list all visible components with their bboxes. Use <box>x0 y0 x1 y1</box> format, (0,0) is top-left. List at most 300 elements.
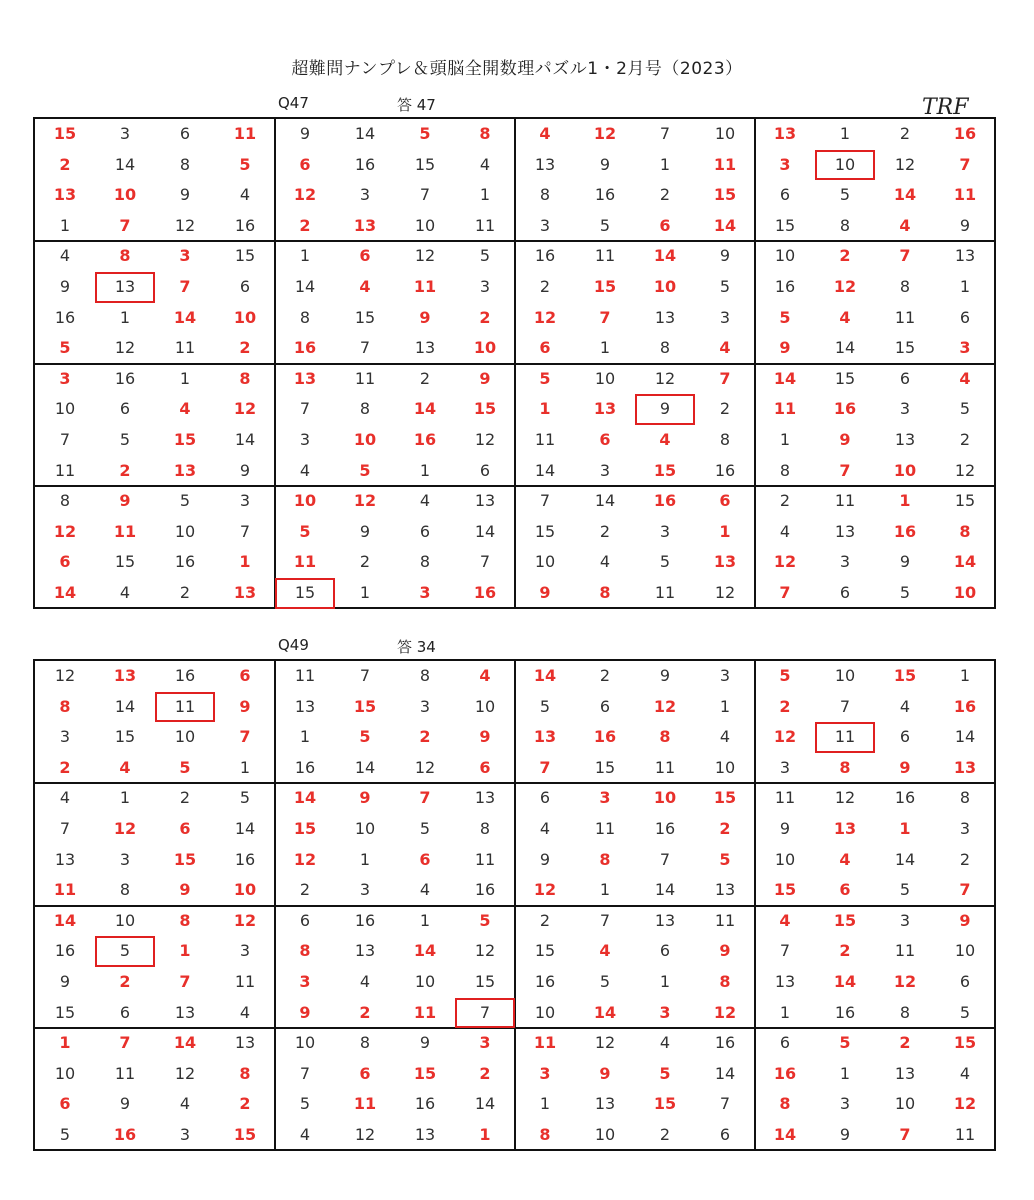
grid-cell: 12 <box>653 696 677 716</box>
grid-cell: 1 <box>479 185 491 205</box>
grid-cell: 3 <box>659 521 671 541</box>
grid-cell: 7 <box>899 246 911 266</box>
grid-cell: 12 <box>53 521 77 541</box>
grid-cell: 13 <box>293 368 317 388</box>
grid-cell: 4 <box>419 880 431 900</box>
grid-cell: 9 <box>419 307 431 327</box>
grid-cell: 13 <box>113 666 137 685</box>
grid-cell: 9 <box>59 277 71 296</box>
grid-cell: 10 <box>414 215 436 235</box>
grid-cell: 14 <box>713 215 737 235</box>
grid-cell: 13 <box>833 819 857 838</box>
grid-cell: 16 <box>174 552 196 572</box>
grid-cell: 5 <box>119 430 131 449</box>
grid-cell: 3 <box>959 338 971 358</box>
grid-cell: 2 <box>359 1002 371 1022</box>
grid-cell: 2 <box>599 666 611 685</box>
grid-cell: 9 <box>599 1063 611 1083</box>
grid-cell: 4 <box>899 696 911 716</box>
grid-cell: 4 <box>239 1002 251 1022</box>
grid-cell: 5 <box>479 246 491 266</box>
grid-cell: 12 <box>293 849 317 869</box>
grid-cell: 11 <box>533 1033 557 1053</box>
grid-cell: 12 <box>354 1125 376 1144</box>
grid-cell: 14 <box>953 552 977 572</box>
grid-cell: 9 <box>959 215 971 235</box>
grid-cell: 12 <box>893 972 917 991</box>
grid-cell: 8 <box>239 368 251 388</box>
grid-cell: 7 <box>899 1125 911 1144</box>
grid-cell: 12 <box>834 788 856 808</box>
grid-cell: 10 <box>474 696 496 716</box>
grid-cell: 7 <box>599 910 611 930</box>
grid-cell: 1 <box>839 124 851 143</box>
grid-cell: 14 <box>834 338 856 358</box>
grid-cell: 6 <box>299 154 311 174</box>
grid-cell: 14 <box>234 819 256 838</box>
grid-cell: 10 <box>294 1033 316 1053</box>
grid-cell: 16 <box>953 124 977 143</box>
grid-cell: 15 <box>173 849 197 869</box>
grid-cell: 2 <box>719 399 731 419</box>
grid-cell: 5 <box>599 972 611 991</box>
grid-cell: 6 <box>179 819 191 838</box>
grid-cell: 12 <box>714 583 736 602</box>
grid-cell: 13 <box>834 521 856 541</box>
grid-cell: 4 <box>419 491 431 511</box>
grid-cell: 8 <box>119 880 131 900</box>
grid-cell: 9 <box>779 819 791 838</box>
grid-cell: 11 <box>354 368 376 388</box>
grid-cell: 3 <box>239 491 251 511</box>
grid-cell: 16 <box>593 727 617 747</box>
grid-cell: 9 <box>959 910 971 930</box>
grid-cell: 2 <box>479 307 491 327</box>
grid-cell: 3 <box>119 849 131 869</box>
grid-cell: 11 <box>953 185 977 205</box>
grid-cell: 15 <box>234 246 256 266</box>
grid-cell: 8 <box>659 338 671 358</box>
grid-cell: 13 <box>773 124 797 143</box>
grid-cell: 2 <box>899 124 911 143</box>
grid-cell: 1 <box>959 666 971 685</box>
grid-cell: 8 <box>779 1094 791 1114</box>
grid-cell: 2 <box>779 491 791 511</box>
grid-cell: 8 <box>599 849 611 869</box>
grid-cell: 2 <box>179 788 191 808</box>
grid-cell: 3 <box>899 910 911 930</box>
grid-cell: 3 <box>479 1033 491 1053</box>
grid-cell: 14 <box>474 1094 496 1114</box>
grid-cell: 5 <box>479 910 491 930</box>
grid-cell: 13 <box>414 338 436 358</box>
grid-cell: 12 <box>414 246 436 266</box>
grid-cell: 16 <box>113 1125 137 1144</box>
grid-cell: 13 <box>294 696 316 716</box>
grid-cell: 14 <box>354 757 376 777</box>
grid-cell: 9 <box>899 757 911 777</box>
grid-cell: 1 <box>719 696 731 716</box>
grid-cell: 1 <box>419 910 431 930</box>
grid-cell: 12 <box>713 1002 737 1022</box>
grid-cell: 16 <box>893 521 917 541</box>
grid-cell: 12 <box>414 757 436 777</box>
grid-cell: 11 <box>413 277 437 296</box>
grid-cell: 5 <box>419 124 431 143</box>
grid-cell: 4 <box>179 399 191 419</box>
grid-cell: 7 <box>179 972 191 991</box>
grid-cell: 8 <box>419 552 431 572</box>
grid-cell: 9 <box>419 1033 431 1053</box>
grid-cell: 13 <box>474 491 496 511</box>
grid-cell: 16 <box>413 430 437 449</box>
grid-cell: 11 <box>293 552 317 572</box>
grid-cell: 8 <box>419 666 431 685</box>
grid-cell: 7 <box>299 1063 311 1083</box>
grid-cell: 16 <box>114 368 136 388</box>
grid-cell: 1 <box>479 1125 491 1144</box>
grid-cell: 1 <box>959 277 971 296</box>
grid-cell: 7 <box>59 819 71 838</box>
grid-cell: 10 <box>354 819 376 838</box>
grid-cell: 14 <box>773 1125 797 1144</box>
grid-cell: 4 <box>959 368 971 388</box>
grid-cell: 11 <box>113 521 137 541</box>
grid-cell: 10 <box>174 521 196 541</box>
grid-cell: 5 <box>59 1125 71 1144</box>
grid-cell: 1 <box>359 583 371 602</box>
grid-cell: 9 <box>59 972 71 991</box>
grid-cell: 15 <box>774 215 796 235</box>
grid-cell: 6 <box>359 1063 371 1083</box>
grid-cell: 13 <box>954 246 976 266</box>
grid-cell: 12 <box>954 460 976 480</box>
grid-cell: 11 <box>774 788 796 808</box>
grid-cell: 12 <box>113 819 137 838</box>
grid-cell: 16 <box>534 972 556 991</box>
grid-cell: 1 <box>779 1002 791 1022</box>
grid-cell: 6 <box>599 430 611 449</box>
grid-cell: 3 <box>59 727 71 747</box>
grid-cell: 16 <box>653 491 677 511</box>
grid-cell: 8 <box>179 154 191 174</box>
grid-cell: 15 <box>54 1002 76 1022</box>
grid-cell: 5 <box>659 552 671 572</box>
grid-cell: 6 <box>299 910 311 930</box>
grid-cell: 1 <box>299 246 311 266</box>
grid-cell: 12 <box>353 491 377 511</box>
grid-cell: 10 <box>473 338 497 358</box>
grid-cell: 12 <box>953 1094 977 1114</box>
grid-cell: 1 <box>719 521 731 541</box>
puzzle-q47-answer-label: 答 47 <box>397 96 436 114</box>
grid-cell: 2 <box>539 910 551 930</box>
grid-cell: 7 <box>479 552 491 572</box>
grid-cell: 1 <box>659 972 671 991</box>
grid-cell: 1 <box>179 368 191 388</box>
grid-cell: 12 <box>593 124 617 143</box>
grid-cell: 9 <box>239 696 251 716</box>
grid-cell: 5 <box>419 819 431 838</box>
grid-cell: 7 <box>539 491 551 511</box>
grid-cell: 11 <box>474 849 496 869</box>
grid-cell: 8 <box>539 185 551 205</box>
grid-cell: 8 <box>539 1125 551 1144</box>
grid-cell: 11 <box>174 338 196 358</box>
grid-cell: 7 <box>239 521 251 541</box>
grid-cell: 16 <box>473 583 497 602</box>
grid-cell: 1 <box>659 154 671 174</box>
grid-cell: 11 <box>155 692 215 723</box>
grid-cell: 8 <box>779 460 791 480</box>
grid-cell: 16 <box>354 910 376 930</box>
grid-cell: 7 <box>719 1094 731 1114</box>
grid-cell: 16 <box>234 215 256 235</box>
grid-cell: 1 <box>179 941 191 961</box>
grid-cell: 5 <box>359 727 371 747</box>
grid-cell: 11 <box>353 1094 377 1114</box>
grid-cell: 4 <box>359 972 371 991</box>
grid-cell: 2 <box>119 460 131 480</box>
grid-cell: 10 <box>714 124 736 143</box>
grid-cell: 11 <box>954 1125 976 1144</box>
grid-cell: 15 <box>53 124 77 143</box>
grid-cell: 6 <box>119 1002 131 1022</box>
grid-cell: 3 <box>779 154 791 174</box>
grid-cell: 16 <box>414 1094 436 1114</box>
grid-cell: 8 <box>479 124 491 143</box>
grid-cell: 9 <box>635 394 695 425</box>
grid-cell: 1 <box>599 880 611 900</box>
grid-cell: 14 <box>654 880 676 900</box>
grid-cell: 3 <box>539 1063 551 1083</box>
grid-cell: 14 <box>53 910 77 930</box>
grid-cell: 11 <box>654 757 676 777</box>
grid-cell: 13 <box>174 1002 196 1022</box>
grid-cell: 12 <box>474 941 496 961</box>
grid-cell: 10 <box>653 277 677 296</box>
grid-cell: 4 <box>479 154 491 174</box>
grid-cell: 3 <box>239 941 251 961</box>
grid-cell: 5 <box>179 491 191 511</box>
grid-cell: 3 <box>119 124 131 143</box>
grid-cell: 8 <box>959 521 971 541</box>
grid-cell: 13 <box>654 910 676 930</box>
grid-cell: 4 <box>839 849 851 869</box>
puzzle-q49-id-label: Q49 <box>278 636 309 654</box>
grid-cell: 11 <box>474 215 496 235</box>
grid-cell: 10 <box>774 849 796 869</box>
grid-cell: 15 <box>413 1063 437 1083</box>
grid-cell: 5 <box>299 521 311 541</box>
grid-cell: 13 <box>774 972 796 991</box>
grid-cell: 9 <box>539 583 551 602</box>
grid-cell: 3 <box>479 277 491 296</box>
grid-cell: 13 <box>953 757 977 777</box>
grid-cell: 13 <box>593 399 617 419</box>
grid-cell: 6 <box>899 727 911 747</box>
grid-cell: 9 <box>479 727 491 747</box>
grid-cell: 16 <box>174 666 196 685</box>
grid-cell: 14 <box>173 307 197 327</box>
grid-cell: 4 <box>119 583 131 602</box>
grid-cell: 14 <box>294 277 316 296</box>
grid-cell: 8 <box>719 972 731 991</box>
grid-cell: 14 <box>534 460 556 480</box>
grid-cell: 3 <box>599 460 611 480</box>
grid-cell: 2 <box>959 849 971 869</box>
grid-cell: 8 <box>839 757 851 777</box>
grid-cell: 16 <box>474 880 496 900</box>
grid-cell: 16 <box>714 1033 736 1053</box>
grid-cell: 6 <box>779 185 791 205</box>
grid-cell: 14 <box>293 788 317 808</box>
grid-cell: 13 <box>234 1033 256 1053</box>
grid-cell: 1 <box>899 491 911 511</box>
grid-cell: 12 <box>54 666 76 685</box>
grid-cell: 10 <box>233 307 257 327</box>
grid-cell: 15 <box>114 552 136 572</box>
grid-cell: 3 <box>419 583 431 602</box>
grid-cell: 6 <box>479 757 491 777</box>
grid-cell: 16 <box>774 277 796 296</box>
grid-cell: 4 <box>839 307 851 327</box>
grid-cell: 15 <box>834 368 856 388</box>
grid-cell: 7 <box>719 368 731 388</box>
grid-cell: 1 <box>539 1094 551 1114</box>
puzzle-q49-board <box>33 659 996 1151</box>
grid-cell: 14 <box>114 696 136 716</box>
grid-cell: 7 <box>119 1033 131 1053</box>
grid-cell: 14 <box>894 849 916 869</box>
grid-cell: 9 <box>839 430 851 449</box>
grid-cell: 1 <box>899 819 911 838</box>
grid-cell: 14 <box>593 1002 617 1022</box>
grid-cell: 12 <box>174 215 196 235</box>
puzzle-q47-id-label: Q47 <box>278 94 309 112</box>
grid-cell: 7 <box>455 998 515 1029</box>
grid-cell: 13 <box>54 849 76 869</box>
grid-cell: 9 <box>119 1094 131 1114</box>
grid-cell: 5 <box>779 307 791 327</box>
grid-cell: 10 <box>113 185 137 205</box>
grid-cell: 7 <box>59 430 71 449</box>
grid-cell: 5 <box>299 1094 311 1114</box>
grid-cell: 2 <box>839 941 851 961</box>
grid-cell: 12 <box>773 552 797 572</box>
grid-cell: 15 <box>534 521 556 541</box>
grid-cell: 4 <box>659 430 671 449</box>
grid-cell: 3 <box>59 368 71 388</box>
grid-cell: 13 <box>53 185 77 205</box>
grid-cell: 15 <box>275 578 335 609</box>
grid-cell: 1 <box>539 399 551 419</box>
grid-cell: 6 <box>959 972 971 991</box>
grid-cell: 16 <box>953 696 977 716</box>
grid-cell: 7 <box>359 666 371 685</box>
grid-cell: 6 <box>599 696 611 716</box>
grid-cell: 7 <box>359 338 371 358</box>
grid-cell: 5 <box>539 696 551 716</box>
grid-cell: 15 <box>953 1033 977 1053</box>
grid-cell: 13 <box>894 1063 916 1083</box>
grid-cell: 16 <box>293 338 317 358</box>
grid-cell: 11 <box>54 460 76 480</box>
grid-cell: 2 <box>779 696 791 716</box>
grid-cell: 11 <box>413 1002 437 1022</box>
grid-cell: 3 <box>359 880 371 900</box>
grid-cell: 14 <box>773 368 797 388</box>
grid-cell: 6 <box>659 215 671 235</box>
grid-cell: 12 <box>533 307 557 327</box>
grid-cell: 13 <box>594 1094 616 1114</box>
grid-cell: 12 <box>474 430 496 449</box>
grid-cell: 16 <box>714 460 736 480</box>
grid-cell: 16 <box>354 154 376 174</box>
grid-cell: 1 <box>59 1033 71 1053</box>
grid-cell: 12 <box>233 910 257 930</box>
grid-cell: 10 <box>114 910 136 930</box>
grid-cell: 10 <box>174 727 196 747</box>
grid-cell: 12 <box>894 154 916 174</box>
grid-cell: 5 <box>239 154 251 174</box>
svg-text:TRF: TRF <box>922 95 969 120</box>
grid-cell: 9 <box>539 849 551 869</box>
grid-cell: 5 <box>779 666 791 685</box>
grid-cell: 12 <box>654 368 676 388</box>
grid-cell: 5 <box>599 215 611 235</box>
grid-cell: 8 <box>839 215 851 235</box>
grid-cell: 10 <box>834 666 856 685</box>
grid-cell: 5 <box>179 757 191 777</box>
grid-cell: 9 <box>479 368 491 388</box>
grid-cell: 15 <box>354 307 376 327</box>
grid-cell: 9 <box>719 246 731 266</box>
grid-cell: 9 <box>719 941 731 961</box>
grid-cell: 6 <box>719 491 731 511</box>
grid-cell: 9 <box>599 154 611 174</box>
grid-cell: 2 <box>419 727 431 747</box>
grid-cell: 16 <box>834 1002 856 1022</box>
grid-cell: 14 <box>893 185 917 205</box>
grid-cell: 4 <box>779 521 791 541</box>
grid-cell: 10 <box>953 583 977 602</box>
grid-cell: 2 <box>179 583 191 602</box>
grid-cell: 3 <box>959 819 971 838</box>
grid-cell: 7 <box>119 215 131 235</box>
grid-cell: 4 <box>179 1094 191 1114</box>
grid-cell: 1 <box>299 727 311 747</box>
grid-cell: 6 <box>659 941 671 961</box>
grid-cell: 15 <box>653 1094 677 1114</box>
grid-cell: 3 <box>719 666 731 685</box>
grid-cell: 9 <box>299 1002 311 1022</box>
grid-cell: 7 <box>659 849 671 869</box>
grid-cell: 6 <box>179 124 191 143</box>
grid-cell: 12 <box>833 277 857 296</box>
grid-cell: 8 <box>899 277 911 296</box>
grid-cell: 14 <box>474 521 496 541</box>
grid-cell: 6 <box>539 338 551 358</box>
grid-cell: 13 <box>474 788 496 808</box>
grid-cell: 15 <box>233 1125 257 1144</box>
grid-cell: 15 <box>594 757 616 777</box>
grid-cell: 12 <box>233 399 257 419</box>
grid-cell: 4 <box>719 338 731 358</box>
grid-cell: 3 <box>899 399 911 419</box>
grid-cell: 5 <box>959 399 971 419</box>
grid-cell: 10 <box>534 1002 556 1022</box>
